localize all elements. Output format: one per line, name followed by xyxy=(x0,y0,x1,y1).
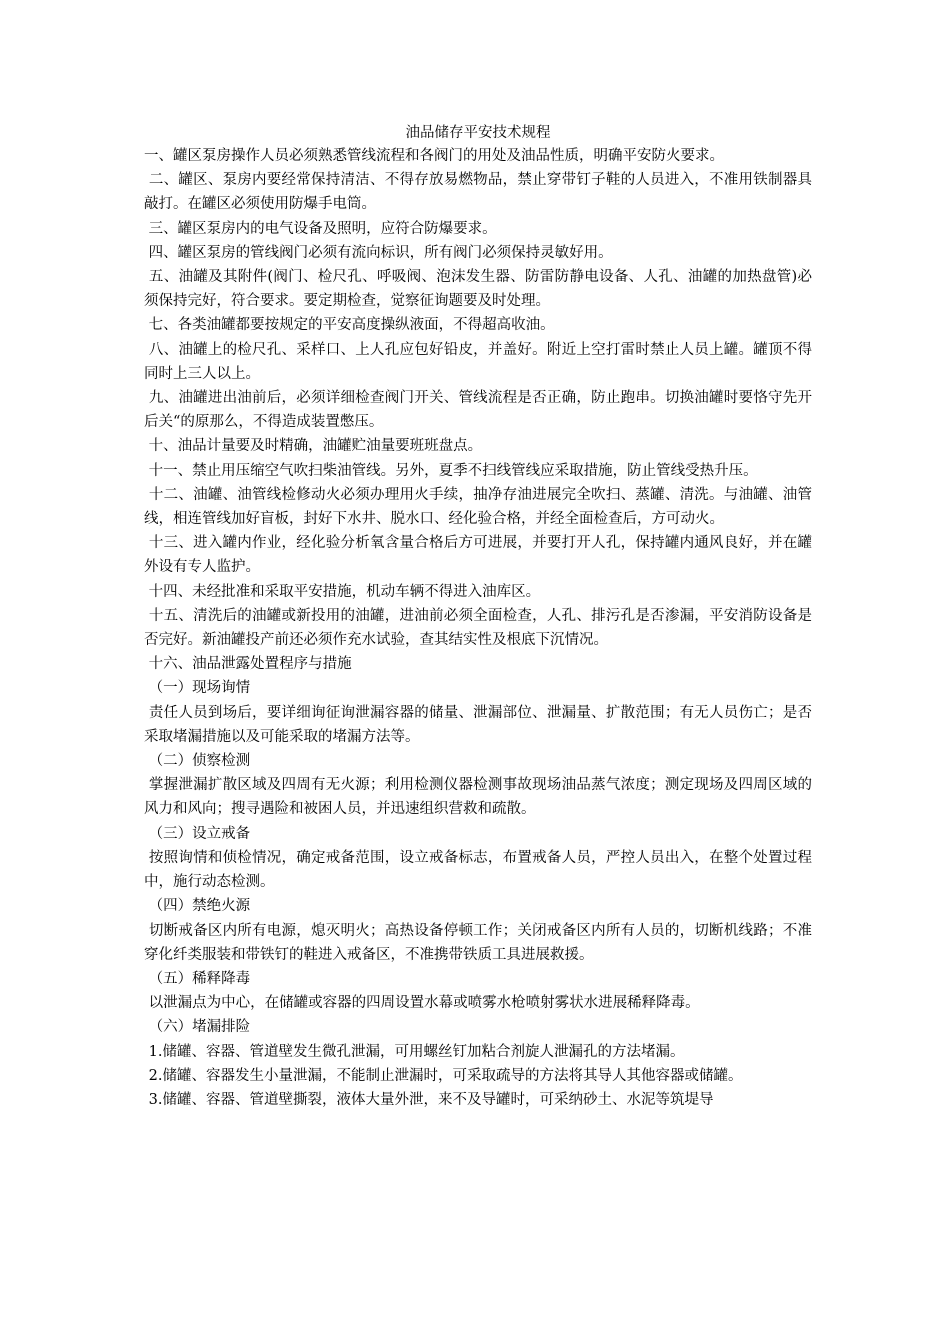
paragraph: 三、罐区泵房内的电气设备及照明，应符合防爆要求。 xyxy=(144,220,497,237)
paragraph: 十一、禁止用压缩空气吹扫柴油管线。另外，夏季不扫线管线应采取措施，防止管线受热升压。 xyxy=(144,462,758,479)
paragraph: 掌握泄漏扩散区域及四周有无火源；利用检测仪器检测事故现场油品蒸气浓度；测定现场及四周区域的风力和风向；搜寻遇险和被困人员，并迅速组织营救和疏散。 xyxy=(144,777,813,818)
subsection-heading: （四）禁绝火源 xyxy=(144,898,251,915)
paragraph: 按照询情和侦检情况，确定戒备范围，设立戒备标志，布置戒备人员，严控人员出入，在整个处置过程中，施行动态检测。 xyxy=(144,849,813,891)
paragraph: 十二、油罐、油管线检修动火必须办理用火手续，抽净存油进展完全吹扫、蒸罐、清洗。与油罐、油管线，相连管线加好盲板，封好下水井、脱水口、经化验合格，并经全面检查后，方可动火。 xyxy=(144,486,813,528)
subsection-heading: （三）设立戒备 xyxy=(144,825,251,842)
paragraph: 二、罐区、泵房内要经常保持清洁、不得存放易燃物品，禁止穿带钉子鞋的人员进入，不准用铁制器具敲打。在罐区必须使用防爆手电筒。 xyxy=(144,172,813,213)
subsection-heading: （一）现场询情 xyxy=(144,680,251,697)
document-body xyxy=(144,144,812,1112)
paragraph: 3.储罐、容器、管道壁撕裂，液体大量外泄，来不及导罐时，可采纳砂土、水泥等筑堤导 xyxy=(144,1091,714,1108)
paragraph: 切断戒备区内所有电源，熄灭明火；高热设备停顿工作；关闭戒备区内所有人员的，切断机线路；不准穿化纤类服装和带铁钉的鞋进入戒备区，不准携带铁质工具进展救援。 xyxy=(144,922,813,963)
paragraph: 以泄漏点为中心，在储罐或容器的四周设置水幕或喷雾水枪喷射雾状水进展稀释降毒。 xyxy=(144,995,700,1012)
paragraph: 责任人员到场后，要详细询征询泄漏容器的储量、泄漏部位、泄漏量、扩散范围；有无人员伤亡；是否采取堵漏措施以及可能采取的堵漏方法等。 xyxy=(144,704,813,745)
paragraph: 九、油罐进出油前后，必须详细检查阀门开关、管线流程是否正确，防止跑串。切换油罐时要恪守先开后关“的原那么，不得造成装置憋压。 xyxy=(144,390,813,431)
section-heading: 十六、油品泄露处置程序与措施 xyxy=(144,656,352,673)
document-page xyxy=(144,122,812,1112)
paragraph: 七、各类油罐都要按规定的平安高度操纵液面，不得超高收油。 xyxy=(144,317,555,334)
paragraph: 2.储罐、容器发生小量泄漏，不能制止泄漏时，可采取疏导的方法将其导人其他容器或储罐。 xyxy=(144,1067,743,1084)
paragraph: 十三、进入罐内作业，经化验分析氧含量合格后方可进展，并要打开人孔，保持罐内通风良好，并在罐外设有专人监护。 xyxy=(144,535,813,576)
paragraph: 十五、清洗后的油罐或新投用的油罐，进油前必须全面检查，人孔、排污孔是否渗漏，平安消防设备是否完好。新油罐投产前还必须作充水试验，查其结实性及根底下沉情况。 xyxy=(144,607,813,649)
document-title: 油品储存平安技术规程 xyxy=(405,125,551,141)
subsection-heading: （六）堵漏排险 xyxy=(144,1019,251,1036)
paragraph: 一、罐区泵房操作人员必须熟悉管线流程和各阀门的用处及油品性质，明确平安防火要求。 xyxy=(144,148,724,164)
paragraph: 五、油罐及其附件(阀门、检尺孔、呼吸阀、泡沫发生器、防雷防静电设备、人孔、油罐的加热盘管)必须保持完好，符合要求。要定期检查，觉察征询题要及时处理。 xyxy=(144,269,813,310)
paragraph: 十、油品计量要及时精确，油罐贮油量要班班盘点。 xyxy=(144,438,483,455)
paragraph: 八、油罐上的检尺孔、采样口、上人孔应包好铅皮，并盖好。附近上空打雷时禁止人员上罐。罐顶不得同时上三人以上。 xyxy=(144,341,813,382)
subsection-heading: （五）稀释降毒 xyxy=(144,970,251,987)
subsection-heading: （二）侦察检测 xyxy=(144,753,251,770)
paragraph: 四、罐区泵房的管线阀门必须有流向标识，所有阀门必须保持灵敏好用。 xyxy=(144,244,613,261)
paragraph: 1.储罐、容器、管道壁发生微孔泄漏，可用螺丝钉加粘合剂旋人泄漏孔的方法堵漏。 xyxy=(144,1043,685,1060)
paragraph: 十四、未经批准和采取平安措施，机动车辆不得进入油库区。 xyxy=(144,583,541,600)
